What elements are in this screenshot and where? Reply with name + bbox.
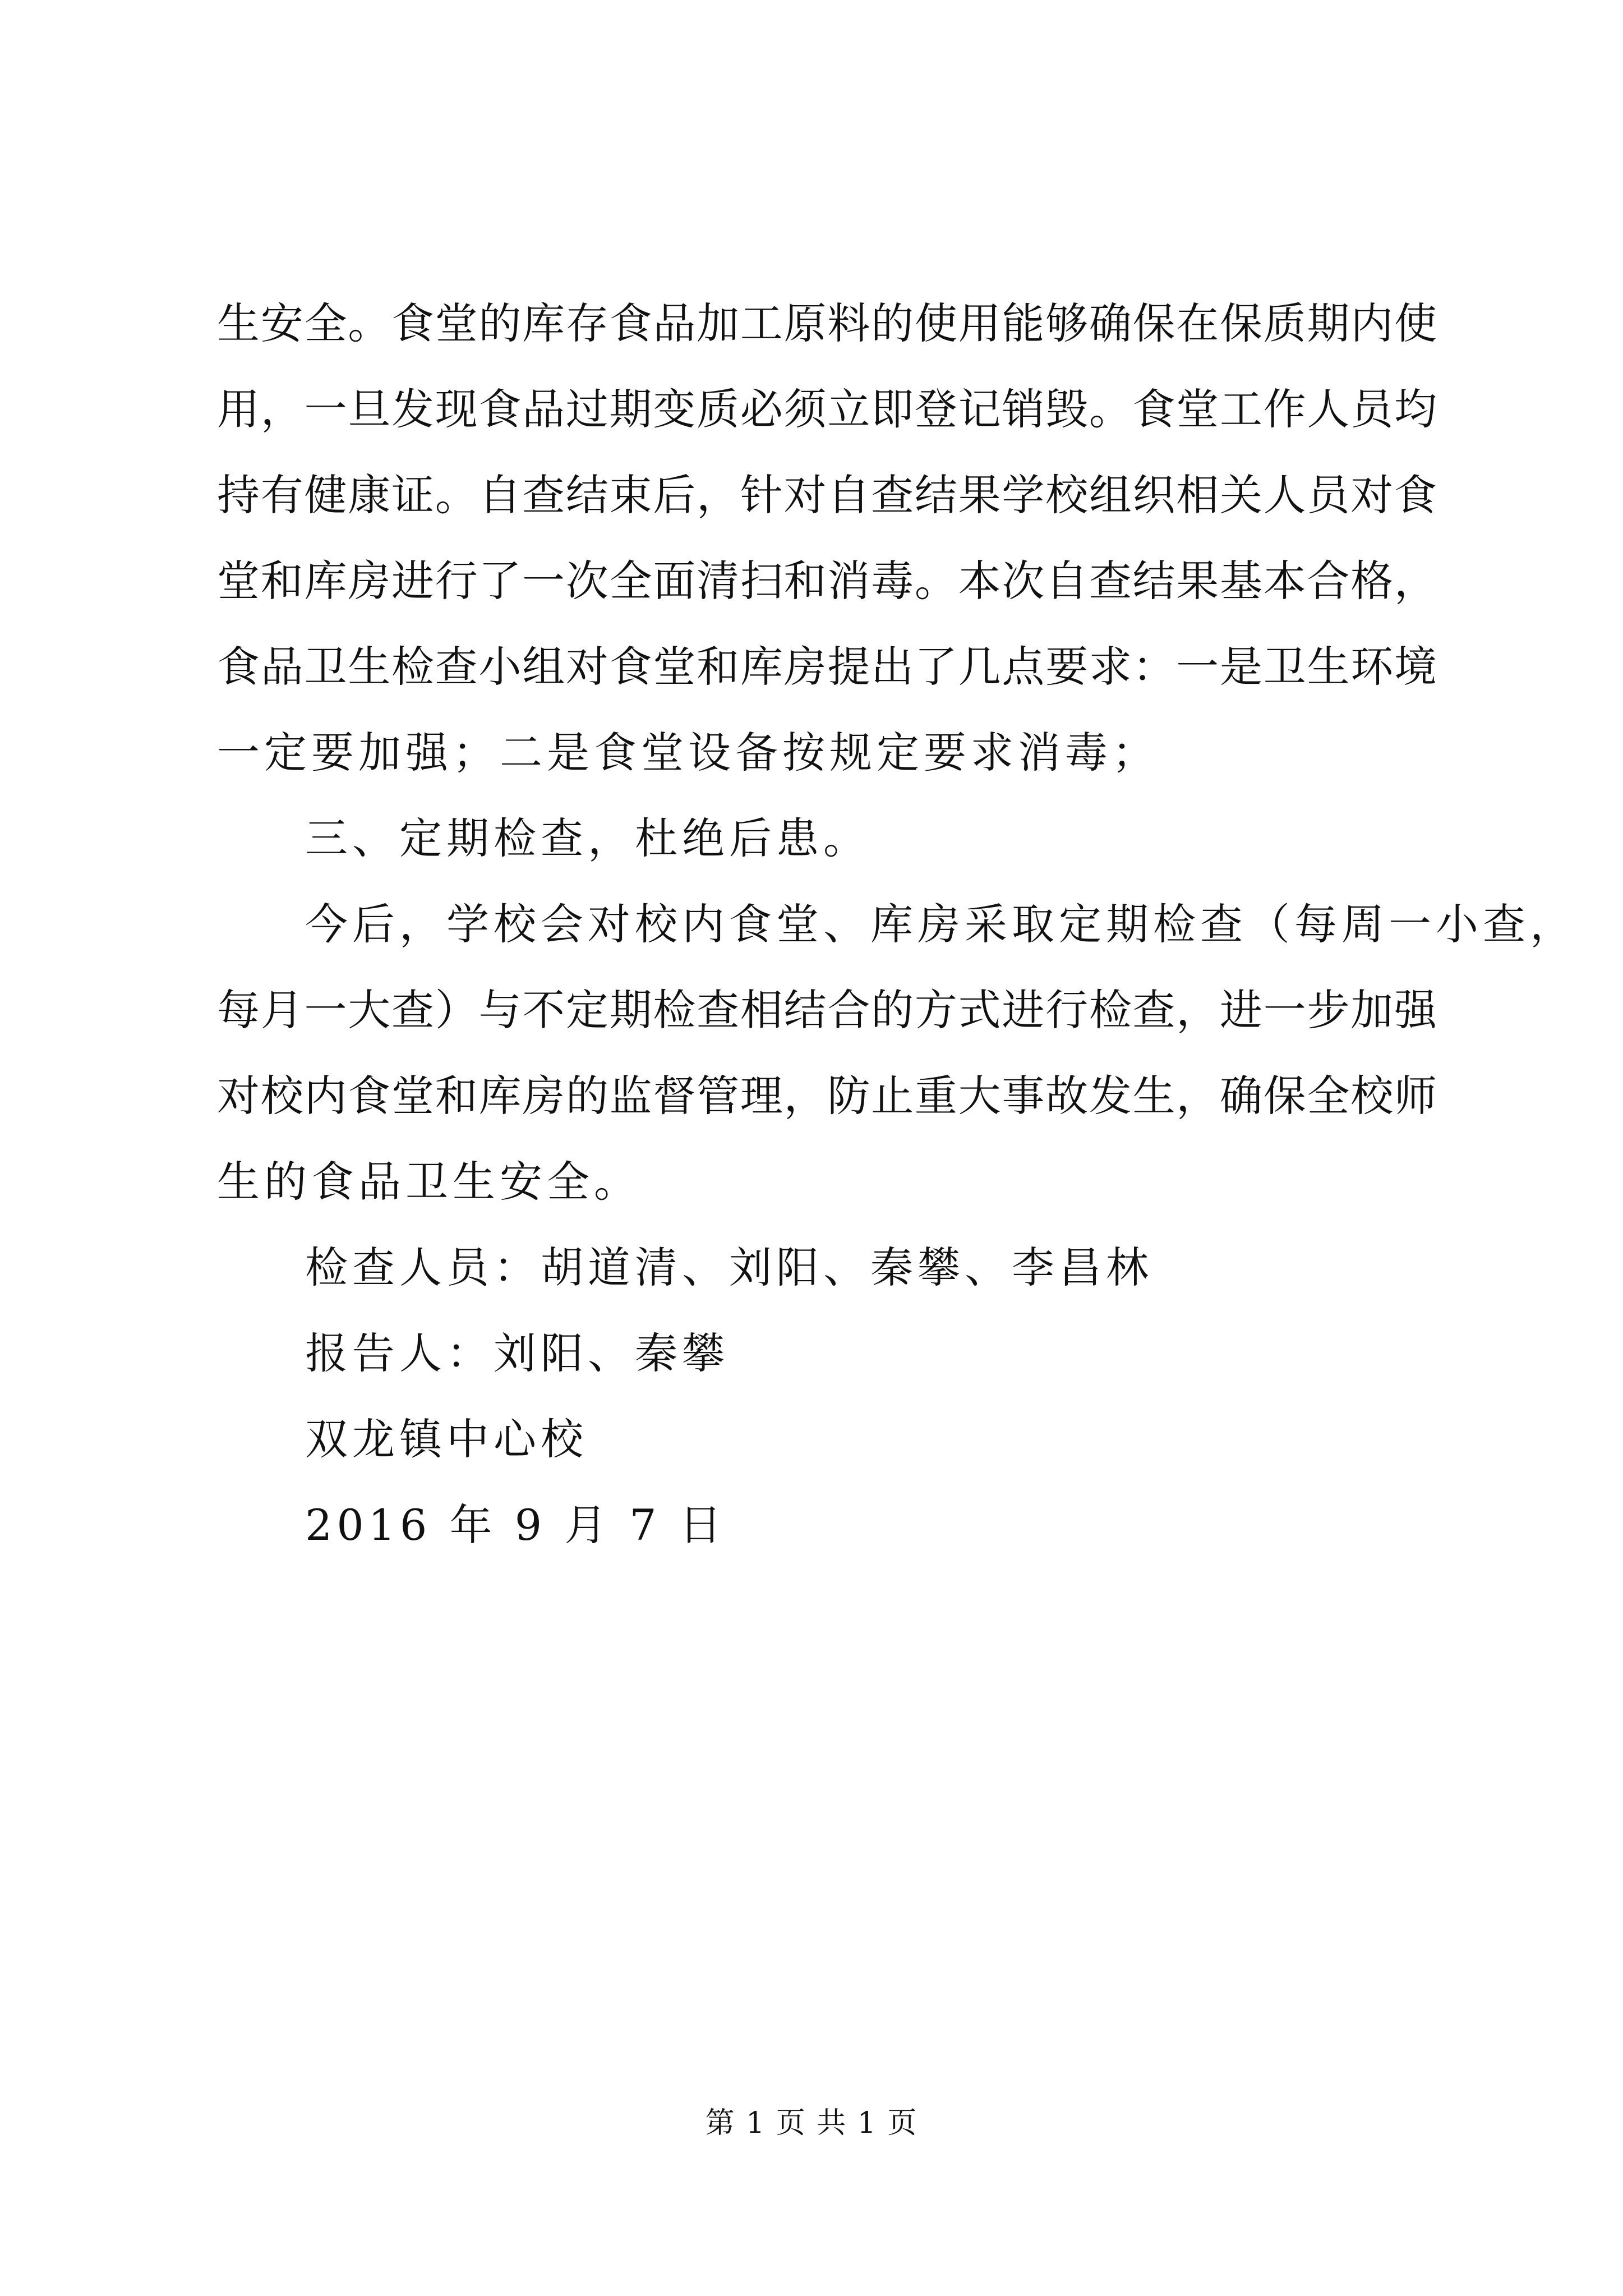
paragraph-line: 生的食品卫生安全。: [217, 1157, 641, 1207]
document-body: [217, 280, 1577, 1568]
paragraph-line: 用，一旦发现食品过期变质必须立即登记销毁。食堂工作人员均: [217, 384, 1437, 434]
paragraph-line: 每月一大查）与不定期检查相结合的方式进行检查，进一步加强: [217, 985, 1437, 1035]
paragraph-line: 食品卫生检查小组对食堂和库房提出了几点要求：一是卫生环境: [217, 642, 1437, 692]
paragraph-line: 生安全。食堂的库存食品加工原料的使用能够确保在保质期内使: [217, 298, 1437, 348]
organization-name: 双龙镇中心校: [305, 1414, 588, 1464]
reporter-line: 报告人：刘阳、秦攀: [305, 1328, 729, 1378]
document-date: 2016 年 9 月 7 日: [305, 1500, 726, 1550]
section-heading: 三、定期检查，杜绝后患。: [305, 813, 870, 863]
page-number-footer: 第 1 页 共 1 页: [705, 2106, 918, 2140]
paragraph-line: 持有健康证。自查结束后，针对自查结果学校组织相关人员对食: [217, 470, 1437, 520]
paragraph-line: 今后，学校会对校内食堂、库房采取定期检查（每周一小查，: [305, 899, 1577, 949]
inspectors-line: 检查人员：胡道清、刘阳、秦攀、李昌林: [305, 1243, 1153, 1292]
paragraph-line: 对校内食堂和库房的监督管理，防止重大事故发生，确保全校师: [217, 1071, 1437, 1121]
paragraph-line: 堂和库房进行了一次全面清扫和消毒。本次自查结果基本合格，: [217, 556, 1437, 606]
paragraph-line: 一定要加强；二是食堂设备按规定要求消毒；: [217, 728, 1159, 777]
